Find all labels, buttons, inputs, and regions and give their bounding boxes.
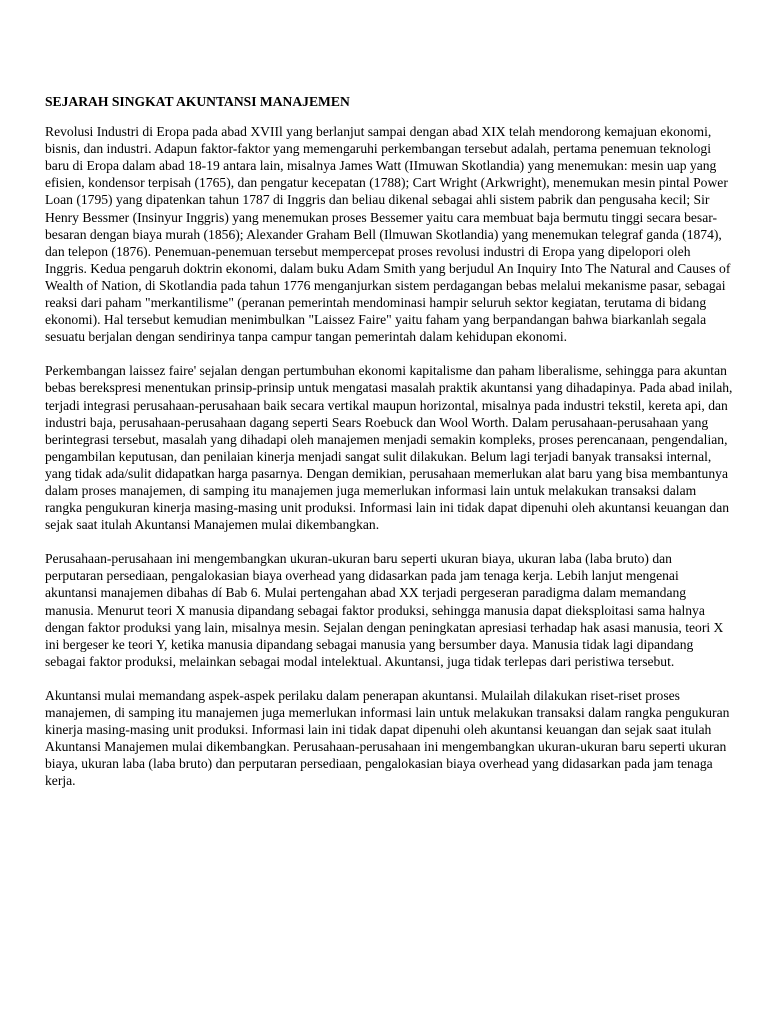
document-title: SEJARAH SINGKAT AKUNTANSI MANAJEMEN <box>45 94 350 109</box>
paragraph-1: Revolusi Industri di Eropa pada abad XVIIl yang berlanjut sampai dengan abad XIX telah mendorong kemajuan ekonomi, bisnis, dan industri. Adapun faktor-faktor yang memengaruhi perkembangan tersebut adalah, pertama penemuan teknologi baru di Eropa dalam abad 18-19 antara lain, misalnya James Watt (IImuwan Skotlandia) yang menemukan: mesin uap yang efisien, kondensor terpisah (1765), dan pengatur kecepatan (1788); Cart Wright (Arkwright), menemukan mesin pintal Power Loan (1795) yang dipatenkan tahun 1787 di Inggris dan beliau dikenal sebagai ahli sistem pabrik dan pengusaha kecil; Sir Henry Bessmer (Insinyur Inggris) yang menemukan proses Bessemer yaitu cara membuat baja bermutu tinggi secara besar-besaran dengan biaya murah (1856); Alexander Graham Bell (Ilmuwan Skotlandia) yang menemukan telegraf ganda (1874), dan telepon (1876). Penemuan-penemuan tersebut mempercepat proses revolusi industri di Eropa yang dipelopori oleh Inggris. Kedua pengaruh doktrin ekonomi, dalam buku Adam Smith yang berjudul An Inquiry Into The Natural and Causes of Wealth of Nation, di Skotlandia pada tahun 1776 menganjurkan sistem perdagangan bebas melalui mekanisme pasar, sebagai reaksi dari paham "merkantilisme" (peranan pemerintah mendominasi hampir seluruh sektor kegiatan, terutama di bidang ekonomi). Hal tersebut kemudian menimbulkan "Laissez Faire" yaitu faham yang berpandangan bahwa biarkanlah segala sesuatu berjalan dengan sendirinya tanpa campur tangan pemerintah dalam kehidupan ekonomi. <box>45 124 731 345</box>
document-page <box>45 93 733 806</box>
paragraph-3: Perusahaan-perusahaan ini mengembangkan ukuran-ukuran baru seperti ukuran biaya, ukuran laba (laba bruto) dan perputaran persediaan, pengalokasian biaya overhead yang didasarkan pada jam tenaga kerja. Lebih lanjut mengenai akuntansi manajemen dibahas dí Bab 6. Mulai pertengahan abad XX terjadi pergeseran paradigma dalam memandang manusia. Menurut teori X manusia dipandang sebagai faktor produksi, sehingga manusia dapat dieksploitasi sama halnya dengan faktor produksi yang lain, misalnya mesin. Sejalan dengan peningkatan apresiasi terhadap hak asasi manusia, teori X ini bergeser ke teori Y, ketika manusia dipandang sebagai manusia yang bersumber daya. Manusia tidak lagi dipandang sebagai faktor produksi, melainkan sebagai modal intelektual. Akuntansi, juga tidak terlepas dari peristiwa tersebut. <box>45 551 724 669</box>
paragraph-4: Akuntansi mulai memandang aspek-aspek perilaku dalam penerapan akuntansi. Mulailah dilakukan riset-riset proses manajemen, di samping itu manajemen juga memerlukan informasi lain untuk melakukan transaksi dalam rangka pengukuran kinerja masing-masing unit produksi. Informasi lain ini tidak dapat dipenuhi oleh akuntansi keuangan dan sejak saat itulah Akuntansi Manajemen mulai dikembangkan. Perusahaan-perusahaan ini mengembangkan ukuran-ukuran baru seperti ukuran biaya, ukuran laba (laba bruto) dan perputaran persediaan, pengalokasian biaya overhead yang didasarkan pada jam tenaga kerja. <box>45 687 730 789</box>
paragraph-2: Perkembangan laissez faire' sejalan dengan pertumbuhan ekonomi kapitalisme dan paham liberalisme, sehingga para akuntan bebas berekspresi menentukan prinsip-prinsip untuk mengatasi masalah praktik akuntansi yang dihadapinya. Pada abad inilah, terjadi integrasi perusahaan-perusahaan baik secara vertikal maupun horizontal, misalnya pada industri tekstil, kereta api, dan industri baja, perusahaan-perusahaan dagang seperti Sears Roebuck dan Wool Worth. Dalam perusahaan-perusahaan yang berintegrasi tersebut, masalah yang dihadapi oleh manajemen menjadi semakin kompleks, proses perencanaan, pengendalian, pengambilan keputusan, dan penilaian kinerja menjadi sangat sulit dilakukan. Belum lagi terjadi banyak transaksi internal, yang tidak ada/sulit didapatkan harga pasarnya. Dengan demikian, perusahaan memerlukan alat baru yang bisa membantunya dalam proses manajemen, di samping itu manajemen juga memerlukan informasi lain untuk melakukan transaksi dalam rangka pengukuran kinerja masing-masing unit produksi. Informasi lain ini tidak dapat dipenuhi oleh akuntansi keuangan dan sejak saat itulah Akuntansi Manajemen mulai dikembangkan. <box>45 363 733 533</box>
